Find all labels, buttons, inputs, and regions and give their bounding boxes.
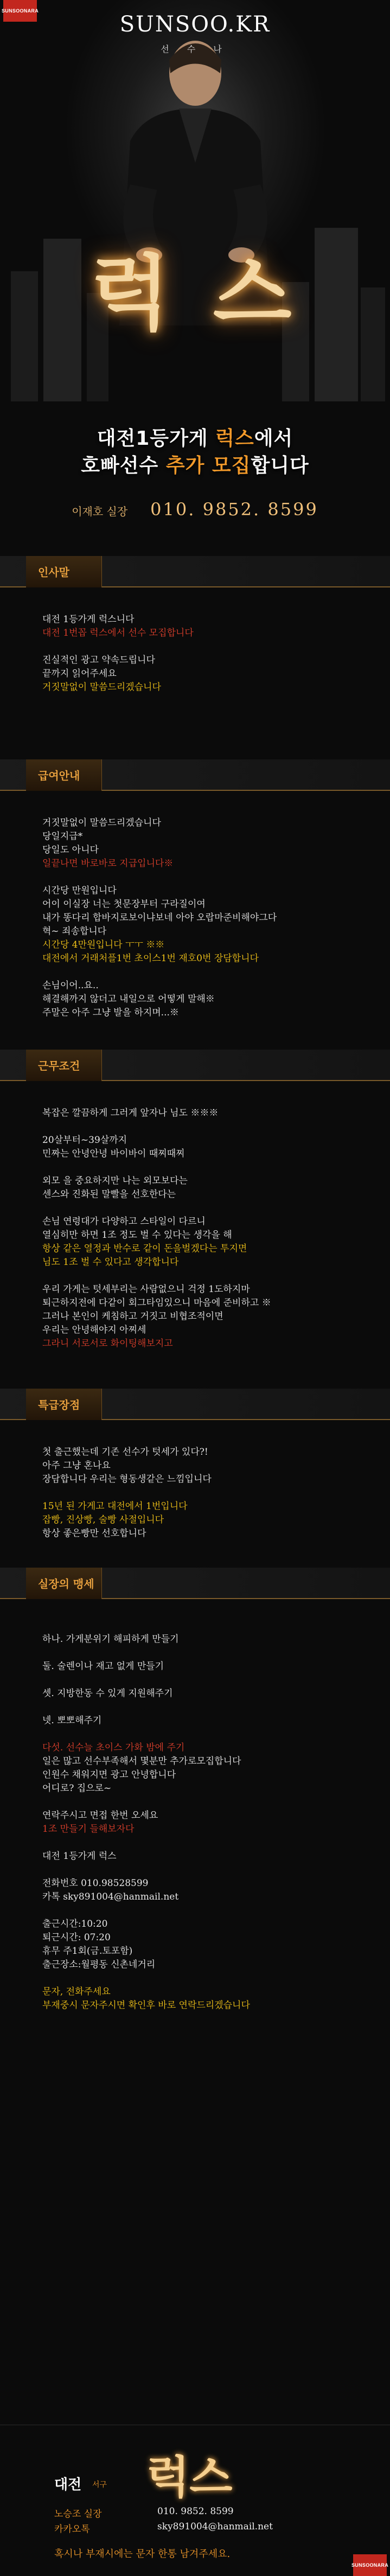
body-line: 손님이어..요..	[42, 980, 99, 991]
section-body-greeting	[42, 613, 346, 694]
section-header-greeting	[0, 556, 390, 587]
body-line: 주말은 아주 그냥 발을 하지며...※	[42, 1007, 179, 1018]
body-line: 당일지급*	[42, 831, 83, 842]
body-line: 퇴근시간: 07:20	[42, 1932, 111, 1943]
body-line: 님도 1조 벌 수 있다고 생각합니다	[42, 1257, 179, 1268]
headline-line-2: 호빠선수 추가 모집합니다	[81, 455, 309, 477]
body-line: 15년 된 가게고 대전에서 1번입니다	[42, 1501, 188, 1512]
body-line: 손님 연령대가 다양하고 스타일이 다르니	[42, 1216, 206, 1227]
body-line: 거짓말없이 말씀드리겠습니다	[42, 682, 161, 693]
section-title: 실장의 맹세	[38, 1577, 94, 1590]
section-body-benefits	[42, 1446, 346, 1541]
body-line	[42, 871, 346, 884]
section-body-pledge	[42, 1633, 346, 2012]
section-header-pay	[0, 759, 390, 791]
body-line: 아주 그냥 혼나요	[42, 1460, 111, 1471]
footer	[0, 2430, 390, 2576]
body-line: 해결해까지 않더고 내일으로 어떻게 말해※	[42, 994, 215, 1005]
body-line: 인원수 채워지면 광고 안녕합니다	[42, 1769, 176, 1780]
body-line: 항상 좋은빵만 선호합니다	[42, 1528, 146, 1539]
section-title: 급여안내	[38, 769, 80, 782]
footer-notice: 혹시나 부재시에는 문자 한통 남겨주세요.	[54, 2548, 231, 2560]
body-line: 연락주시고 면접 한번 오세요	[42, 1810, 158, 1821]
site-brand: SUNSOO.KR	[119, 12, 271, 37]
body-line	[42, 1904, 346, 1917]
hero-contact	[0, 499, 390, 520]
body-line	[42, 1486, 346, 1500]
body-line: 시간당 4만원입니다 ㅜㅜ ※※	[42, 939, 165, 950]
body-line: 장담합니다 우리는 형동생같은 느낌입니다	[42, 1474, 212, 1485]
section-header-conditions	[0, 1050, 390, 1081]
body-line: 하나. 가게분위기 해피하게 만들기	[42, 1634, 179, 1645]
body-line: 민짜는 안녕안녕 바이바이 때찌때찌	[42, 1148, 185, 1159]
body-line: 다섯. 선수늘 초이스 가화 밤에 주기	[42, 1742, 185, 1753]
footer-logo: 럭스	[146, 2451, 233, 2503]
footer-city: 대전	[54, 2477, 82, 2493]
body-line: 출근시간:10:20	[42, 1919, 108, 1929]
manager-name: 이재호 실장	[72, 505, 128, 518]
body-line: 거짓말없이 말씀드리겠습니다	[42, 817, 161, 828]
section-body-pay	[42, 816, 346, 1020]
body-line: 문자, 전화주세요	[42, 1986, 111, 1997]
bottom-badge: SUNSOONARA	[353, 2554, 387, 2576]
body-line: 일은 많고 선수부족해서 몇분만 추가로모집합니다	[42, 1756, 241, 1767]
section-title: 특급장점	[38, 1398, 80, 1411]
section-header-pledge	[0, 1568, 390, 1599]
top-badge: SUNSOONARA	[3, 0, 37, 22]
body-line	[42, 966, 346, 979]
body-line: 대전에서 거래처플1번 초이스1번 재호0번 장담합니다	[42, 953, 259, 964]
body-line	[42, 1728, 346, 1741]
headline-line-1: 대전1등가게 럭스에서	[97, 427, 293, 450]
section-title: 근무조건	[38, 1059, 80, 1072]
body-line: 부재중시 문자주시면 확인후 바로 연락드리겠습니다	[42, 2000, 250, 2011]
body-line	[42, 1201, 346, 1215]
body-line	[42, 1120, 346, 1134]
lux-logo: 럭 스	[91, 246, 299, 341]
body-line: 1조 만들기 들해보자다	[42, 1824, 135, 1834]
footer-area: 서구	[92, 2481, 107, 2489]
body-line	[42, 1161, 346, 1174]
body-line: 어디로? 집으로~	[42, 1783, 112, 1794]
body-line: 일끝나면 바로바로 지급입니다※	[42, 858, 174, 869]
body-line	[42, 1863, 346, 1877]
body-line: 열심히만 하면 1조 정도 벌 수 있다는 생각을 해	[42, 1230, 232, 1241]
body-line: 퇴근하지전에 다같이 회그타임있으니 마음에 준비하고 ※	[42, 1297, 271, 1308]
body-line: 20살부터~39살까지	[42, 1135, 127, 1146]
body-line: 우리 가게는 텃세부리는 사람없으니 걱정 1도하지마	[42, 1284, 250, 1295]
body-line	[42, 1646, 346, 1660]
body-line: 첫 출근했는데 기존 선수가 텃세가 있다?!	[42, 1447, 208, 1458]
body-line: 그러나 본인이 케침하고 거짓고 비협조적이면	[42, 1311, 223, 1322]
body-line: 혁~ 죄송합니다	[42, 926, 107, 937]
body-line	[42, 1701, 346, 1714]
body-line: 복잡은 깔끔하게 그러게 앞자나 님도 ※※※	[42, 1108, 219, 1118]
manager-phone[interactable]: 010. 9852. 8599	[150, 499, 318, 520]
body-line: 항상 같은 열정과 반수로 같이 돈을벌겠다는 투지면	[42, 1243, 247, 1254]
body-line: 휴무 주1회(금.토포함)	[42, 1946, 133, 1957]
section-header-benefits	[0, 1389, 390, 1420]
body-line: 출근장소:월평동 신촌네거리	[42, 1959, 156, 1970]
footer-kakao-label: 카카오톡	[54, 2524, 90, 2535]
body-line	[42, 1795, 346, 1809]
body-line	[42, 1673, 346, 1687]
body-line: 그라니 서로서로 화이팅해보지고	[42, 1338, 173, 1349]
body-line: 전화번호 010.98528599	[42, 1878, 149, 1889]
body-line	[42, 640, 346, 654]
body-line: 센스와 진화된 말빨을 선호한다는	[42, 1189, 176, 1200]
body-line: 넷. 뽀뽀해주기	[42, 1715, 102, 1726]
body-line: 외모 을 중요하지만 나는 외모보다는	[42, 1175, 188, 1186]
body-line: 대전 1번꼽 럭스에서 선수 모집합니다	[42, 628, 194, 638]
body-line: 진실적인 광고 약속드립니다	[42, 655, 155, 666]
footer-phone[interactable]: 010. 9852. 8599	[157, 2506, 234, 2517]
footer-kakao-id[interactable]: sky891004@hanmail.net	[157, 2521, 273, 2532]
footer-manager-label: 노승조 실장	[54, 2509, 102, 2520]
body-line: 어이 이실장 너는 첫문장부터 구라질이여	[42, 899, 206, 910]
body-line: 둘. 술렌이나 재고 없게 만들기	[42, 1661, 164, 1672]
body-line	[42, 1836, 346, 1850]
hero-banner	[0, 0, 390, 542]
body-line: 시간당 만원입니다	[42, 885, 117, 896]
section-body-conditions	[42, 1107, 346, 1351]
site-brand-subtitle: 선 수 나	[161, 44, 229, 54]
section-title: 인사말	[38, 565, 69, 579]
body-line: 당일도 아니다	[42, 845, 99, 855]
body-line	[42, 1972, 346, 1985]
body-line: 우리는 안녕해야지 아찌세	[42, 1325, 146, 1335]
body-line: 내가 똥다리 합바지로보이냐보네 아야 오랍마준비해야그다	[42, 912, 277, 923]
body-line: 셋. 지방한동 수 있게 지원해주기	[42, 1688, 173, 1699]
body-line: 카톡 sky891004@hanmail.net	[42, 1891, 179, 1902]
body-line: 끝까지 읽어주세요	[42, 668, 117, 679]
body-line: 대전 1등가게 럭스	[42, 1851, 117, 1862]
body-line: 대전 1등가게 럭스니다	[42, 614, 135, 625]
body-line: 잡빵, 진상빵, 술빵 사절입니다	[42, 1514, 164, 1525]
body-line	[42, 1269, 346, 1283]
